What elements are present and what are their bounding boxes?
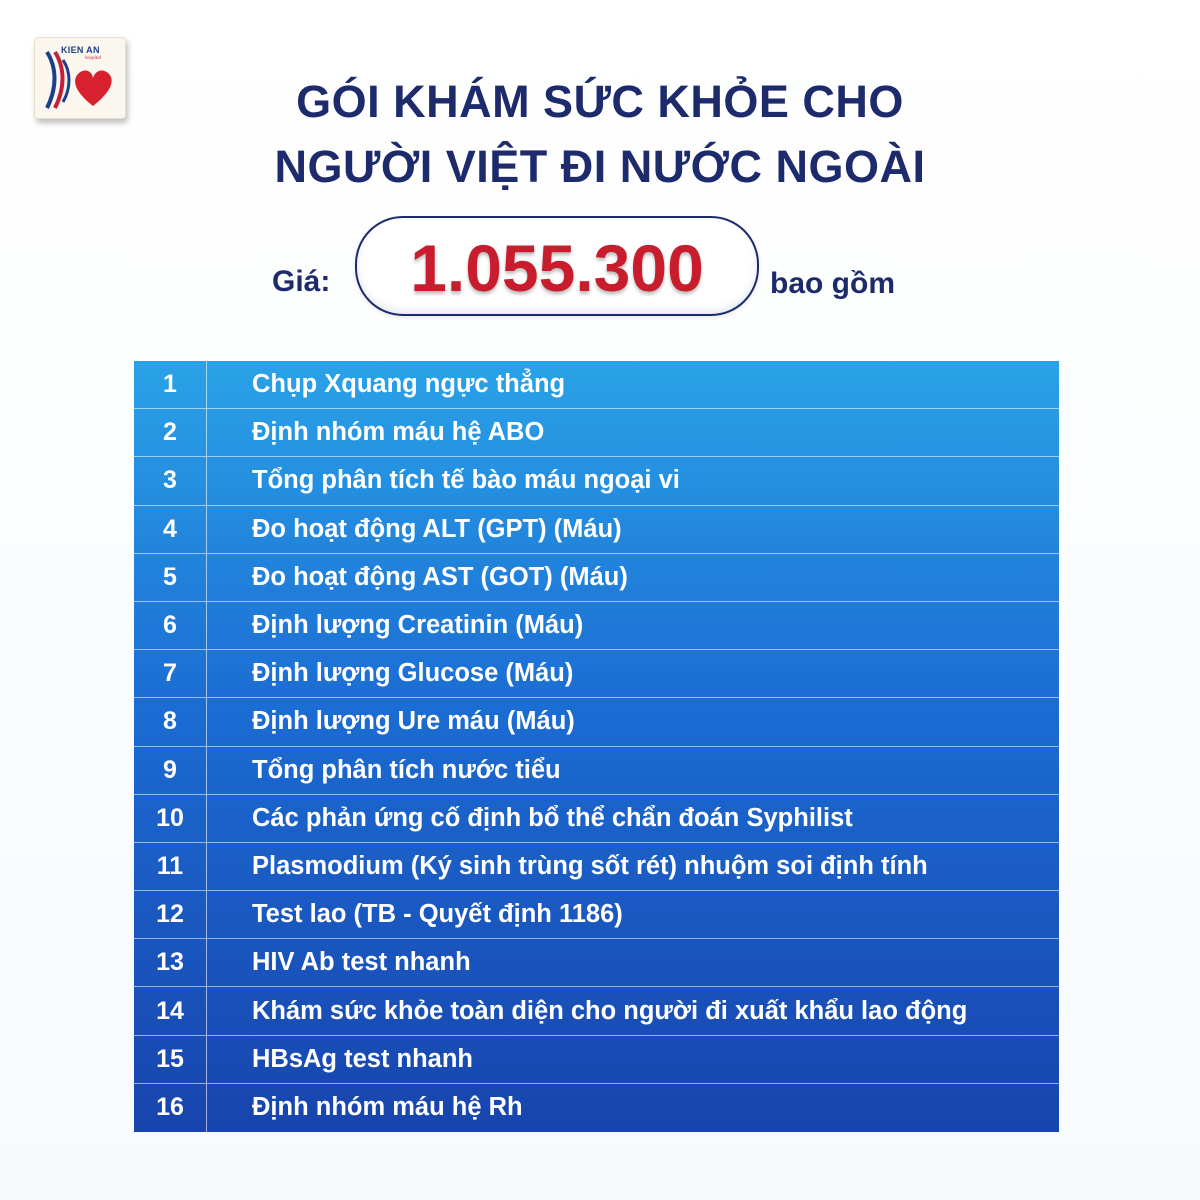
- row-number: 1: [163, 370, 177, 399]
- service-name: Định lượng Creatinin (Máu): [252, 611, 584, 640]
- row-number: 16: [156, 1093, 184, 1122]
- price-badge: [355, 216, 759, 316]
- column-divider: [206, 891, 207, 938]
- logo-wordmark: KIEN AN: [61, 45, 100, 55]
- row-number: 12: [156, 900, 184, 929]
- table-row: [134, 795, 1059, 843]
- price-value: 1.055.300: [410, 231, 704, 305]
- row-number: 10: [156, 803, 184, 832]
- service-name: Test lao (TB - Quyết định 1186): [252, 900, 623, 929]
- column-divider: [206, 795, 207, 842]
- table-row: [134, 698, 1059, 746]
- service-name: Định nhóm máu hệ ABO: [252, 418, 545, 447]
- table-row: [134, 891, 1059, 939]
- page-title-line-1: GÓI KHÁM SỨC KHỎE CHO: [296, 76, 904, 127]
- column-divider: [206, 843, 207, 890]
- table-row: [134, 650, 1059, 698]
- table-row: [134, 361, 1059, 409]
- logo-subword: hospital: [85, 56, 102, 61]
- column-divider: [206, 361, 207, 408]
- row-number: 3: [163, 466, 177, 495]
- column-divider: [206, 554, 207, 601]
- table-row: [134, 506, 1059, 554]
- row-number: 8: [163, 707, 177, 736]
- column-divider: [206, 409, 207, 456]
- row-number: 11: [156, 851, 184, 880]
- column-divider: [206, 698, 207, 745]
- table-row: [134, 747, 1059, 795]
- row-number: 7: [163, 659, 177, 688]
- services-table: [134, 361, 1059, 1132]
- column-divider: [206, 457, 207, 504]
- service-name: Chụp Xquang ngực thẳng: [252, 370, 566, 399]
- service-name: Tổng phân tích tế bào máu ngoại vi: [252, 466, 680, 495]
- service-name: Tổng phân tích nước tiểu: [252, 755, 561, 784]
- service-name: Khám sức khỏe toàn diện cho người đi xuất khẩu lao động: [252, 996, 968, 1025]
- service-name: HBsAg test nhanh: [252, 1044, 474, 1073]
- price-label: Giá:: [272, 265, 331, 298]
- service-name: Định nhóm máu hệ Rh: [252, 1093, 523, 1122]
- column-divider: [206, 602, 207, 649]
- table-row: [134, 987, 1059, 1035]
- column-divider: [206, 939, 207, 986]
- table-row: [134, 602, 1059, 650]
- row-number: 6: [163, 611, 177, 640]
- service-name: Định lượng Ure máu (Máu): [252, 707, 575, 736]
- row-number: 13: [156, 948, 184, 977]
- row-number: 14: [156, 996, 184, 1025]
- table-row: [134, 457, 1059, 505]
- service-name: Đo hoạt động AST (GOT) (Máu): [252, 562, 628, 591]
- column-divider: [206, 747, 207, 794]
- column-divider: [206, 650, 207, 697]
- row-number: 5: [163, 562, 177, 591]
- service-name: HIV Ab test nhanh: [252, 948, 471, 977]
- service-name: Định lượng Glucose (Máu): [252, 659, 574, 688]
- page-title-line-2: NGƯỜI VIỆT ĐI NƯỚC NGOÀI: [274, 141, 926, 192]
- price-suffix: bao gồm: [770, 267, 895, 300]
- service-name: Các phản ứng cố định bổ thể chẩn đoán Syphilist: [252, 803, 853, 832]
- row-number: 2: [163, 418, 177, 447]
- table-row: [134, 1084, 1059, 1132]
- column-divider: [206, 1036, 207, 1083]
- column-divider: [206, 987, 207, 1034]
- column-divider: [206, 1084, 207, 1132]
- row-number: 9: [163, 755, 177, 784]
- service-name: Đo hoạt động ALT (GPT) (Máu): [252, 514, 622, 543]
- table-row: [134, 1036, 1059, 1084]
- table-row: [134, 554, 1059, 602]
- table-row: [134, 939, 1059, 987]
- row-number: 4: [163, 514, 177, 543]
- service-name: Plasmodium (Ký sinh trùng sốt rét) nhuộm soi định tính: [252, 851, 928, 880]
- row-number: 15: [156, 1044, 184, 1073]
- column-divider: [206, 506, 207, 553]
- table-row: [134, 409, 1059, 457]
- table-row: [134, 843, 1059, 891]
